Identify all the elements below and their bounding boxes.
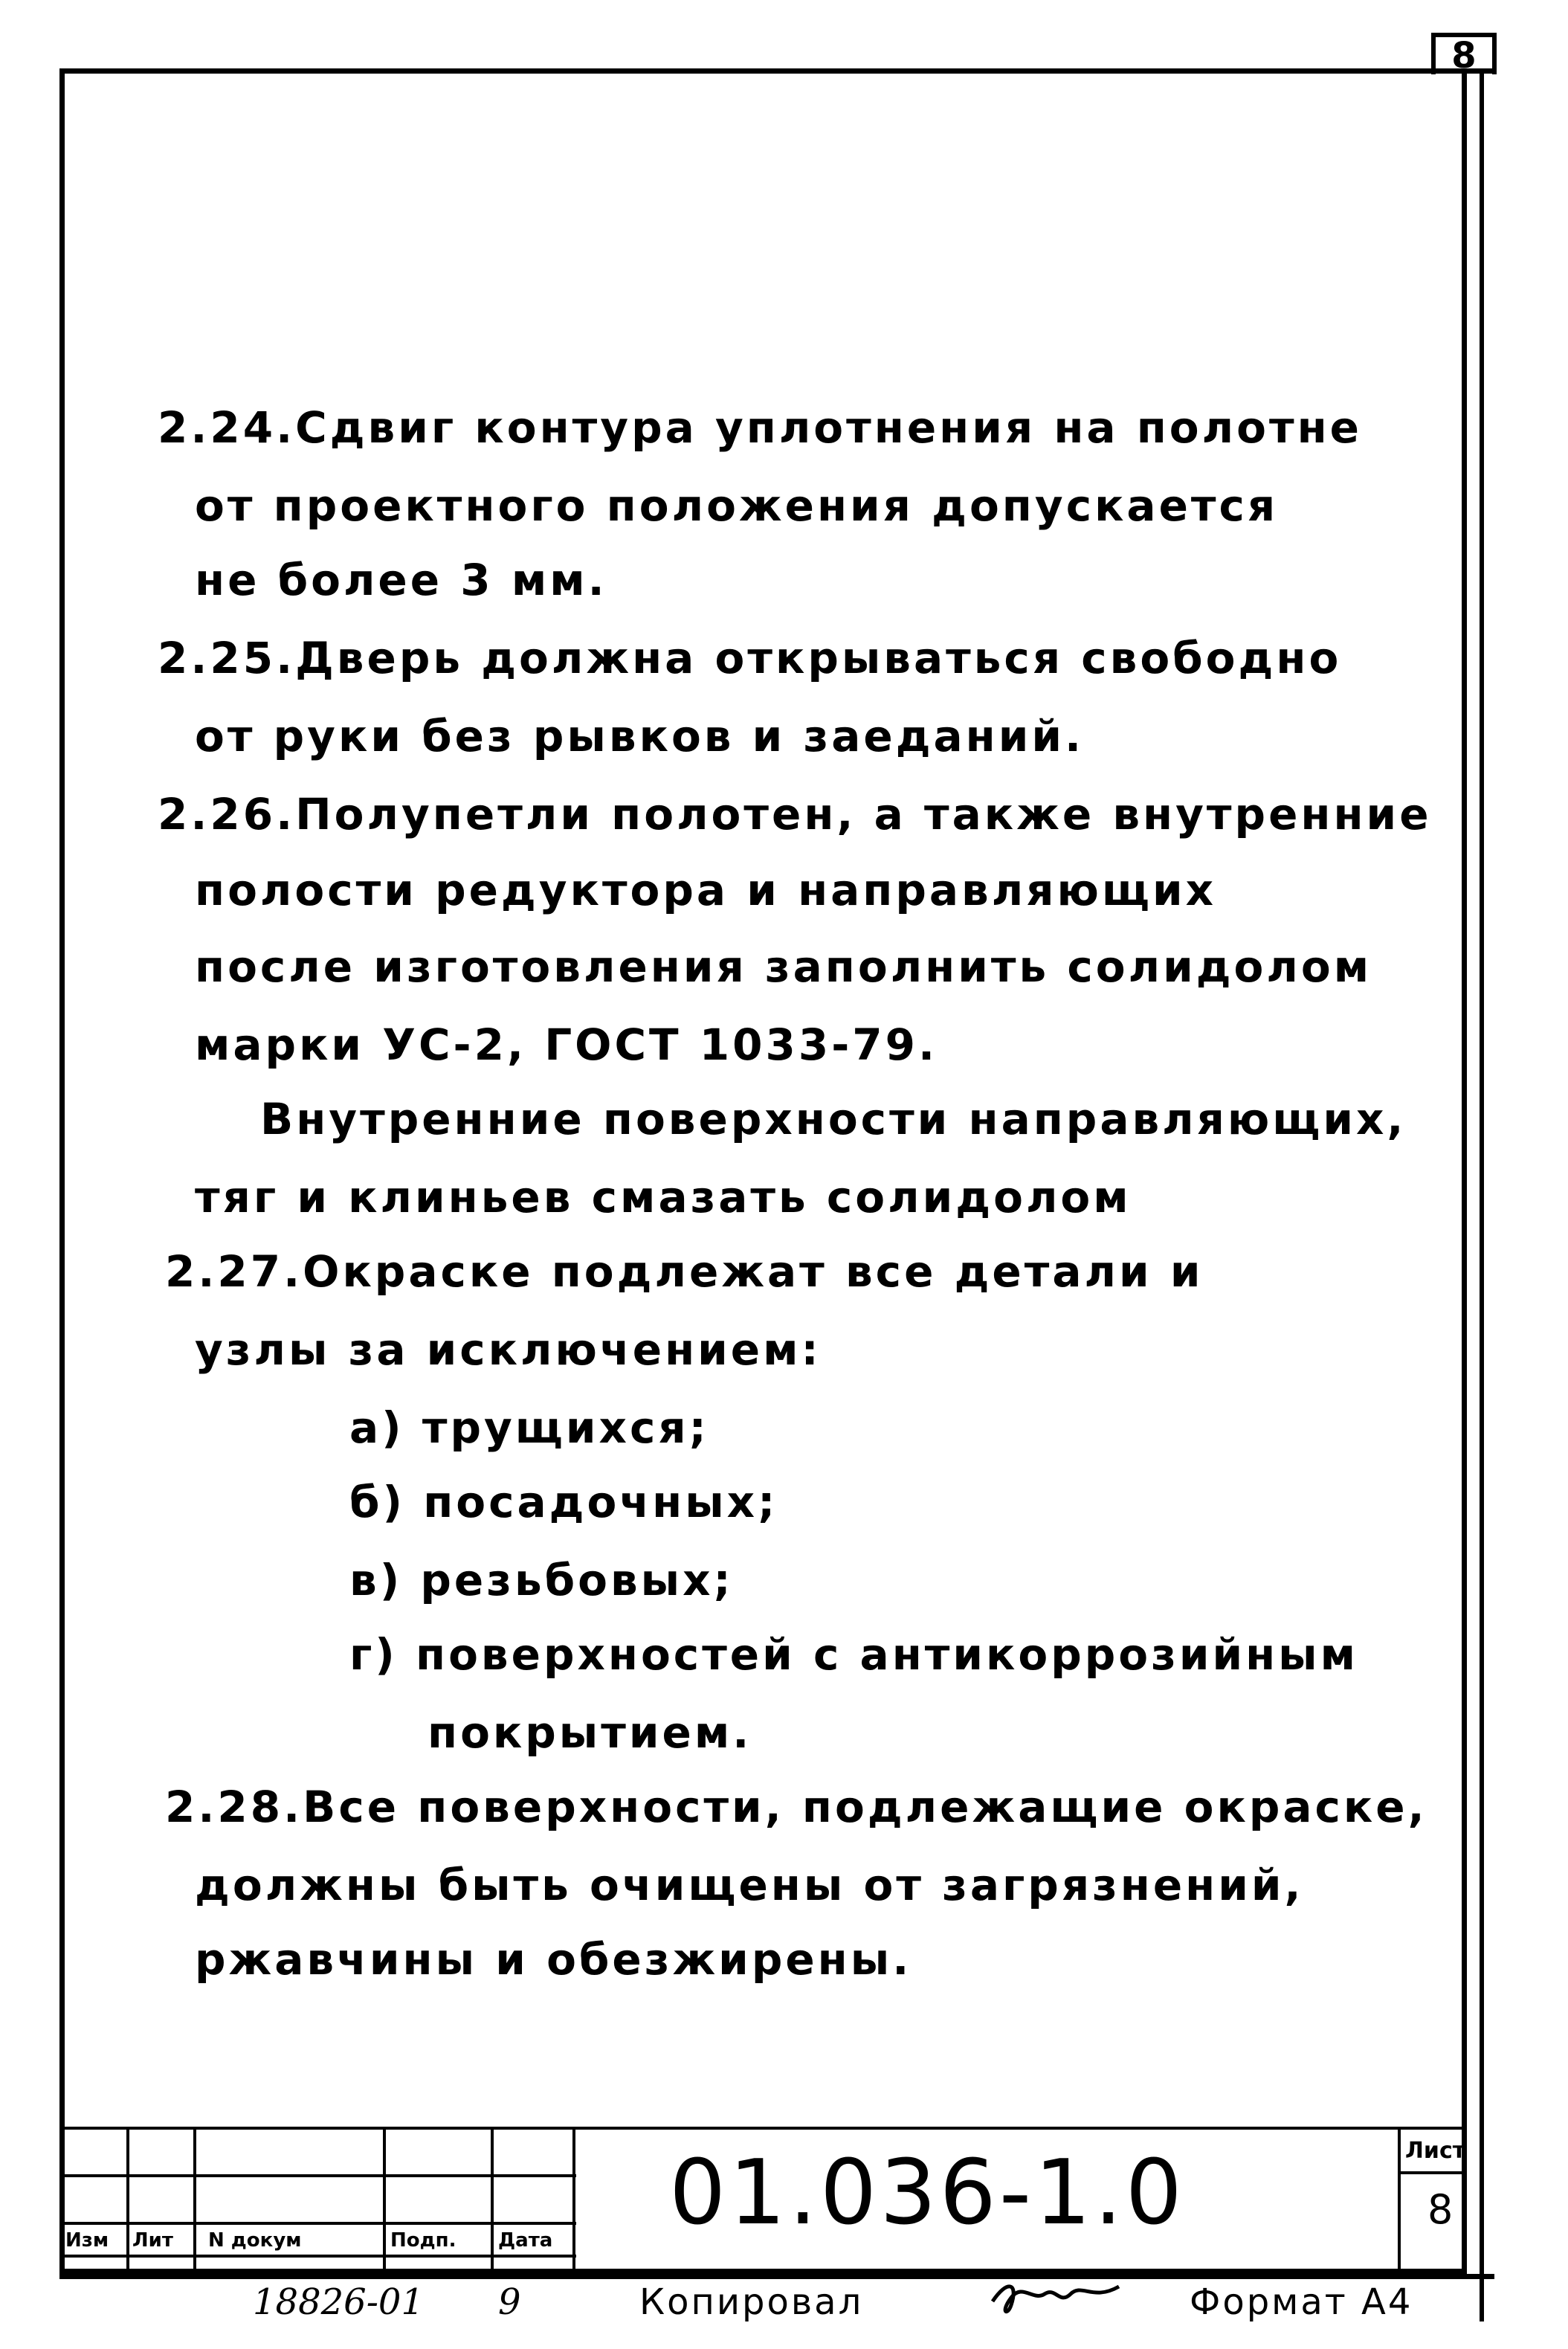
title-block-sheet-row-line bbox=[1398, 2171, 1467, 2174]
text-line: 2.28.Все поверхности, подлежащие окраске, bbox=[165, 1782, 1427, 1832]
title-block-col-line bbox=[126, 2127, 129, 2274]
text-line: марки УС-2, ГОСТ 1033-79. bbox=[195, 1019, 938, 1070]
text-line: должны быть очищены от загрязнений, bbox=[195, 1860, 1304, 1910]
title-block-sheet-line bbox=[1398, 2127, 1401, 2274]
text-line: ржавчины и обезжирены. bbox=[195, 1934, 912, 1985]
column-label: Подп. bbox=[390, 2229, 456, 2252]
column-label: Лит bbox=[132, 2229, 173, 2252]
inventory-number: 18826-01 bbox=[253, 2281, 424, 2323]
signature-icon bbox=[989, 2272, 1123, 2324]
text-line: тяг и клиньев смазать солидолом bbox=[195, 1172, 1132, 1222]
sheet-label: Лист bbox=[1405, 2138, 1466, 2164]
title-block-col-line bbox=[572, 2127, 575, 2274]
title-block-col-line bbox=[491, 2127, 494, 2274]
format-label: Формат А4 bbox=[1190, 2281, 1413, 2323]
column-label: N докум bbox=[208, 2229, 302, 2252]
sheet-number: 8 bbox=[1427, 2186, 1454, 2233]
text-line: после изготовления заполнить солидолом bbox=[195, 941, 1372, 992]
frame-right-line bbox=[1480, 68, 1484, 2321]
text-line: 2.27.Окраске подлежат все детали и bbox=[165, 1246, 1204, 1297]
text-line: 2.24.Сдвиг контура уплотнения на полотне bbox=[158, 402, 1362, 453]
text-line: от руки без рывков и заеданий. bbox=[195, 711, 1085, 761]
corner-sheet-number: 8 bbox=[1431, 33, 1497, 74]
title-block-row-line bbox=[59, 2222, 576, 2225]
text-line: 2.26.Полупетли полотен, а также внутренние bbox=[158, 789, 1432, 840]
text-line: не более 3 мм. bbox=[195, 555, 607, 605]
list-item: в) резьбовых; bbox=[349, 1555, 734, 1605]
text-line: узлы за исключением: bbox=[195, 1324, 822, 1375]
list-item: а) трущихся; bbox=[349, 1402, 709, 1453]
title-block-row-line bbox=[59, 2255, 576, 2258]
text-line: покрытием. bbox=[428, 1707, 752, 1758]
title-block-col-line bbox=[383, 2127, 386, 2274]
text-line: полости редуктора и направляющих bbox=[195, 865, 1217, 915]
text-line: от проектного положения допускается bbox=[195, 480, 1279, 531]
title-block-top-line bbox=[59, 2127, 1467, 2130]
title-block-row-line bbox=[59, 2174, 576, 2177]
text-line: Внутренние поверхности направляющих, bbox=[260, 1094, 1407, 1144]
column-label: Дата bbox=[498, 2229, 553, 2252]
list-item: б) посадочных; bbox=[349, 1477, 778, 1527]
inventory-sheet: 9 bbox=[498, 2281, 521, 2323]
column-label: Изм bbox=[65, 2229, 109, 2252]
document-code: 01.036-1.0 bbox=[669, 2142, 1186, 2245]
list-item: г) поверхностей с антикоррозийным bbox=[349, 1629, 1359, 1680]
text-line: 2.25.Дверь должна открываться свободно bbox=[158, 633, 1342, 683]
copied-label: Копировал bbox=[639, 2281, 864, 2323]
title-block-col-line bbox=[193, 2127, 196, 2274]
frame-bottom-line bbox=[59, 2274, 1494, 2279]
